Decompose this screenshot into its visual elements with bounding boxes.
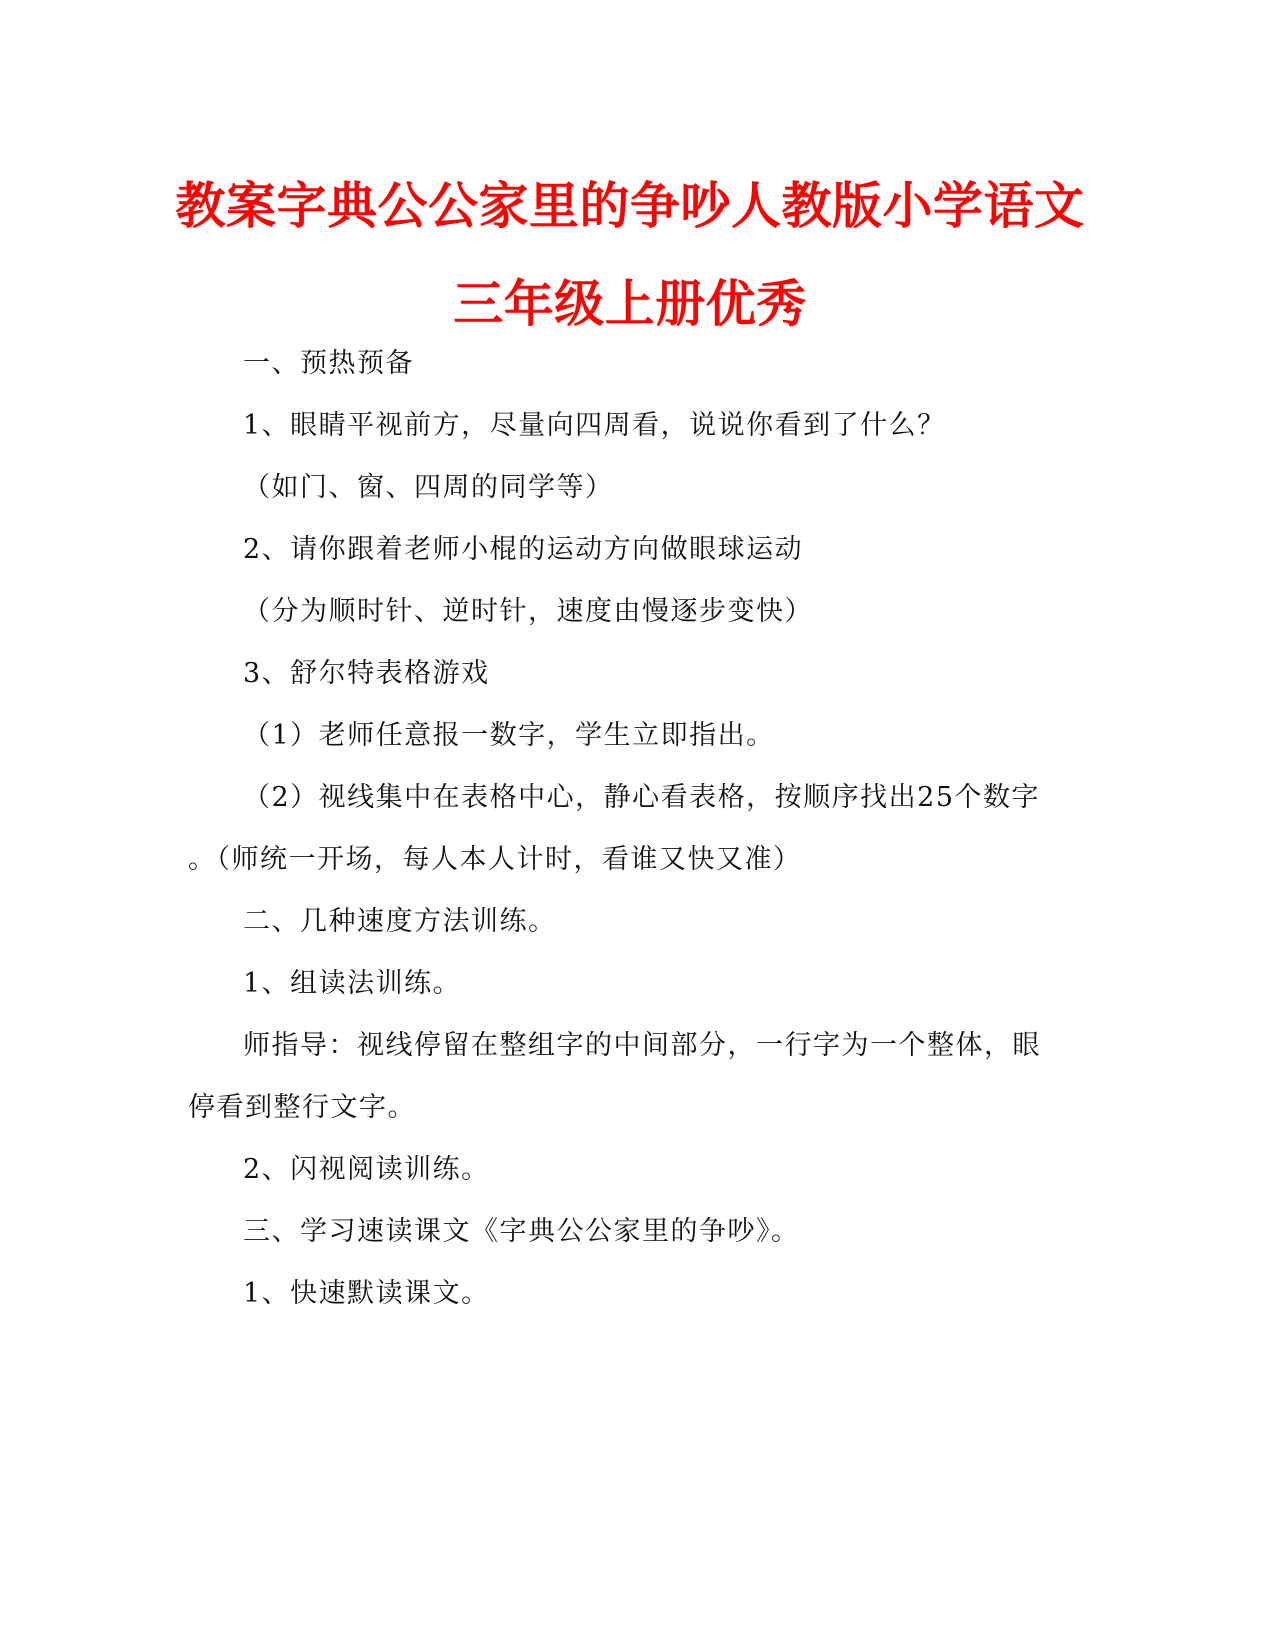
paragraph-line: 1、眼睛平视前方，尽量向四周看，说说你看到了什么？ xyxy=(243,410,946,441)
paragraph-line-continued: 。（师统一开场，每人本人计时，看谁又快又准） xyxy=(188,844,802,875)
paragraph-line: （2）视线集中在表格中心，静心看表格，按顺序找出25个数字 xyxy=(243,782,1041,813)
paragraph-line: 1、组读法训练。 xyxy=(243,968,462,999)
document-title-line-1: 教案字典公公家里的争吵人教版小学语文 xyxy=(175,177,1085,235)
section-heading-speed-reading: 三、学习速读课文《字典公公家里的争吵》。 xyxy=(243,1216,800,1247)
paragraph-line: 2、请你跟着老师小棍的运动方向做眼球运动 xyxy=(243,534,804,565)
paragraph-line: 2、闪视阅读训练。 xyxy=(243,1154,490,1185)
section-heading-speed-training: 二、几种速度方法训练。 xyxy=(243,906,557,937)
paragraph-line: 1、快速默读课文。 xyxy=(243,1278,490,1309)
paragraph-line: 师指导：视线停留在整组字的中间部分，一行字为一个整体，眼 xyxy=(243,1030,1041,1061)
paragraph-line: （如门、窗、四周的同学等） xyxy=(243,472,614,503)
paragraph-line: 3、舒尔特表格游戏 xyxy=(243,658,490,689)
paragraph-line: （1）老师任意报一数字，学生立即指出。 xyxy=(243,720,775,751)
paragraph-line: （分为顺时针、逆时针，速度由慢逐步变快） xyxy=(243,596,813,627)
paragraph-line-continued: 停看到整行文字。 xyxy=(188,1092,416,1123)
document-title-line-2: 三年级上册优秀 xyxy=(453,275,807,333)
section-heading-warmup: 一、预热预备 xyxy=(243,348,414,379)
